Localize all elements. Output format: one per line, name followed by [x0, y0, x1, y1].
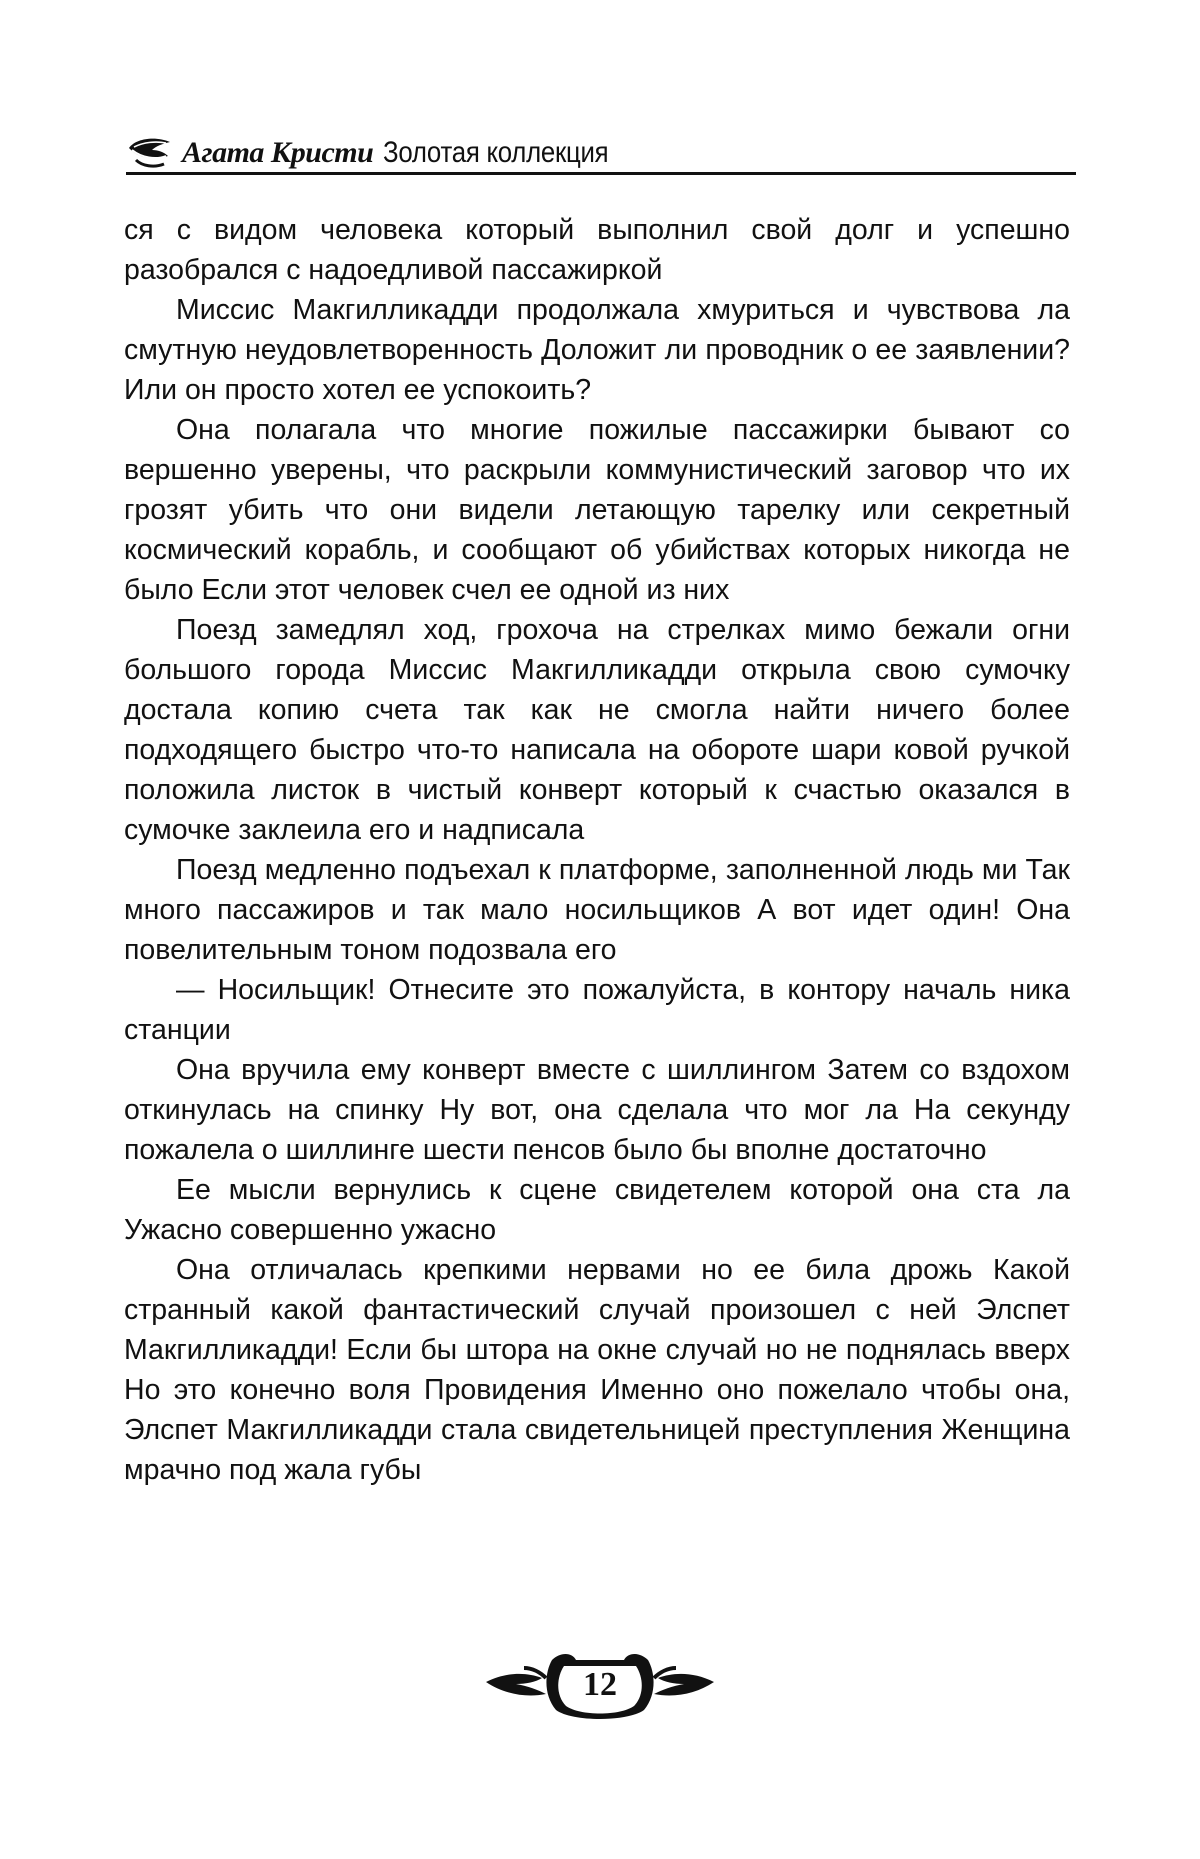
page-number: 12: [583, 1666, 617, 1703]
running-header: [126, 120, 1076, 172]
header-series-title: Золотая коллекция: [383, 136, 609, 169]
paragraph: Поезд медленно подъехал к платформе, заполненной людь ми Так много пассажиров и так мало носильщиков А вот идет один! Она повелительным тоном подозвала его: [124, 854, 1070, 966]
paragraph: Миссис Макгилликадди продолжала хмуриться и чувствова ла смутную неудовлетворенность Доложит ли проводник о ее заявлении? Или он просто хотел ее успокоить?: [124, 294, 1070, 406]
paragraph: — Носильщик! Отнесите это пожалуйста, в контору началь ника станции: [124, 974, 1070, 1046]
page-folio: [480, 1638, 720, 1728]
paragraph: Ее мысли вернулись к сцене свидетелем которой она ста ла Ужасно совершенно ужасно: [124, 1174, 1070, 1246]
header-divider: [126, 172, 1076, 175]
header-author: Агата Кристи: [182, 136, 374, 169]
paragraph: Она полагала что многие пожилые пассажирки бывают со вершенно уверены, что раскрыли коммунистический заговор что их грозят убить что они видели летающую тарелку или секретный космический корабль, и сообщают об убийствах которых никогда не было Если этот человек счел ее одной из них: [124, 414, 1070, 606]
leaf-ornament-icon: [126, 134, 172, 172]
paragraph: ся с видом человека который выполнил свой долг и успешно разобрался с надоедливой пассажиркой: [124, 214, 1070, 286]
paragraph: Поезд замедлял ход, грохоча на стрелках мимо бежали огни большого города Миссис Макгилликадди открыла свою сумочку достала копию счета так как не смогла найти ничего более подходящего быстро что-то написала на обороте шари ковой ручкой положила листок в чистый конверт который к счастью оказался в сумочке заклеила его и надписала: [124, 614, 1070, 846]
body-text: [124, 210, 1070, 1490]
paragraph: Она отличалась крепкими нервами но ее била дрожь Какой странный какой фантастический случай произошел с ней Элспет Макгилликадди! Если бы штора на окне случай но не поднялась вверх Но это конечно воля Провидения Именно оно пожелало чтобы она, Элспет Макгилликадди стала свидетельницей преступления Женщина мрачно под жала губы: [124, 1254, 1070, 1486]
paragraph: Она вручила ему конверт вместе с шиллингом Затем со вздохом откинулась на спинку Ну вот, она сделала что мог ла На секунду пожалела о шиллинге шести пенсов было бы вполне достаточно: [124, 1054, 1070, 1166]
